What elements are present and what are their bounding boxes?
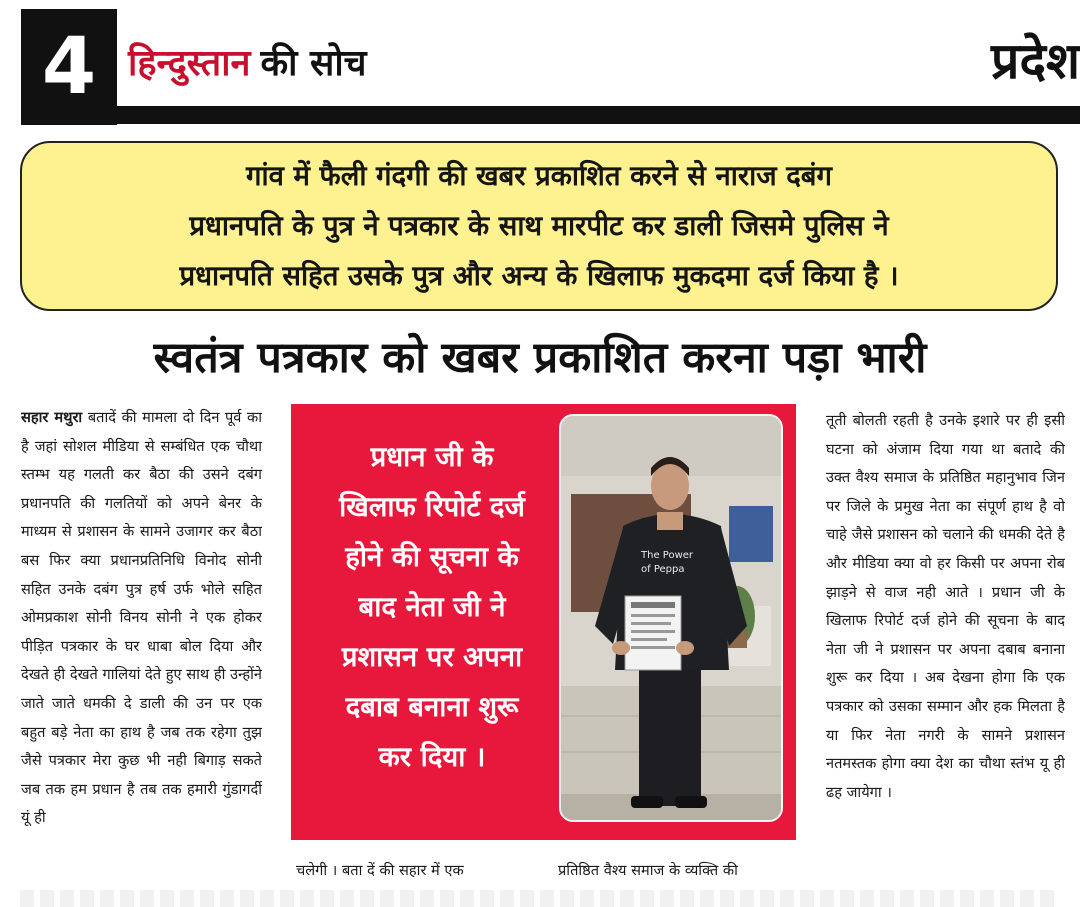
cut-off-next-line xyxy=(20,890,1060,907)
article-continuation-line: प्रतिष्ठित वैश्य समाज के व्यक्ति की xyxy=(558,862,738,879)
journalist-photo xyxy=(559,414,783,822)
highlight-box xyxy=(291,404,796,840)
masthead xyxy=(128,36,367,92)
highlight-line: कर दिया । xyxy=(378,741,486,773)
shirt-text-line: The Power xyxy=(641,550,694,561)
section-name: प्रदेश xyxy=(991,32,1080,90)
summary-box xyxy=(20,141,1058,311)
page-number: 4 xyxy=(21,9,117,125)
highlight-text xyxy=(299,432,565,782)
highlight-line: प्रशासन पर अपना xyxy=(341,641,523,673)
article-dateline: सहार मथुरा xyxy=(21,409,83,426)
highlight-line: होने की सूचना के xyxy=(345,541,519,573)
highlight-line: दबाब बनाना शुरू xyxy=(345,691,519,723)
article-column-right xyxy=(826,407,1065,867)
summary-line: गांव में फैली गंदगी की खबर प्रकाशित करने से नाराज दबंग xyxy=(246,160,832,192)
article-body-left: बतादें की मामला दो दिन पूर्व का है जहां सोशल मीडिया से सम्बंधित एक चौथा स्तम्भ यह गलती कर बैठा की उसने दबंग प्रधानपति की गलतियों को अपने बेनर के माध्यम से प्रशासन के सामने उजागर कर बैठा बस फिर क्या प्रधानप्रतिनिधि विनोद सोनी सहित उनके दबंग पुत्र हर्ष उर्फ भोले सहित ओमप्रकाश सोनी विनय सोनी ने एक होकर पीड़ित पत्रकार के घर धाबा बोल दिया और देखते ही देखते गालियां देते हुए साथ ही उन्होंने जाते जाते धमकी दे डाली की उन पर एक बहुत बड़े नेता का हाथ है जब तक रहेगा तुझ जैसे पत्रकार मेरा कुछ भी नही बिगाड़ सकते जब तक हम प्रधान है तब तक हमारी गुंडागर्दी यूं ही xyxy=(21,409,262,827)
brand-tagline: की सोच xyxy=(260,43,367,84)
highlight-line: खिलाफ रिपोर्ट दर्ज xyxy=(339,491,525,523)
journalist-photo-illustration xyxy=(561,416,781,820)
highlight-line: बाद नेता जी ने xyxy=(358,591,506,623)
article-column-left xyxy=(21,404,262,884)
summary-line: प्रधानपति सहित उसके पुत्र और अन्य के खिलाफ मुकदमा दर्ज किया है । xyxy=(179,260,899,292)
shirt-text-line: of Peppa xyxy=(641,564,685,575)
article-headline: स्वतंत्र पत्रकार को खबर प्रकाशित करना पड़ा भारी xyxy=(153,333,927,383)
article-continuation-line: चलेगी । बता दें की सहार में एक xyxy=(296,862,464,879)
brand-name: हिन्दुस्तान xyxy=(128,43,251,84)
highlight-line: प्रधान जी के xyxy=(370,441,494,473)
header-rule xyxy=(117,106,1080,124)
summary-line: प्रधानपति के पुत्र ने पत्रकार के साथ मारपीट कर डाली जिसमे पुलिस ने xyxy=(189,210,889,242)
article-body-right: तूती बोलती रहती है उनके इशारे पर ही इसी घटना को अंजाम दिया गया था बतादे की उक्त वैश्य समाज के प्रतिष्ठित महानुभाव जिन पर जिले के प्रमुख नेता का संपूर्ण हाथ है वो चाहे जैसे प्रशासन को चलाने की धमकी देते है और मीडिया क्या वो हर किसी पर अपना रोब झाड़ने से वाज नही आते । प्रधान जी के खिलाफ रिपोर्ट दर्ज होने की सूचना के बाद नेता जी ने प्रशासन पर अपना दबाब बनाना शुरू कर दिया । अब देखना होगा कि एक पत्रकार को उसका सम्मान और हक मिलता है या फिर नेता नगरी के सामने प्रशासन नतमस्तक होगा क्या देश का चौथा स्तंभ यू ही ढह जायेगा । xyxy=(826,412,1065,801)
